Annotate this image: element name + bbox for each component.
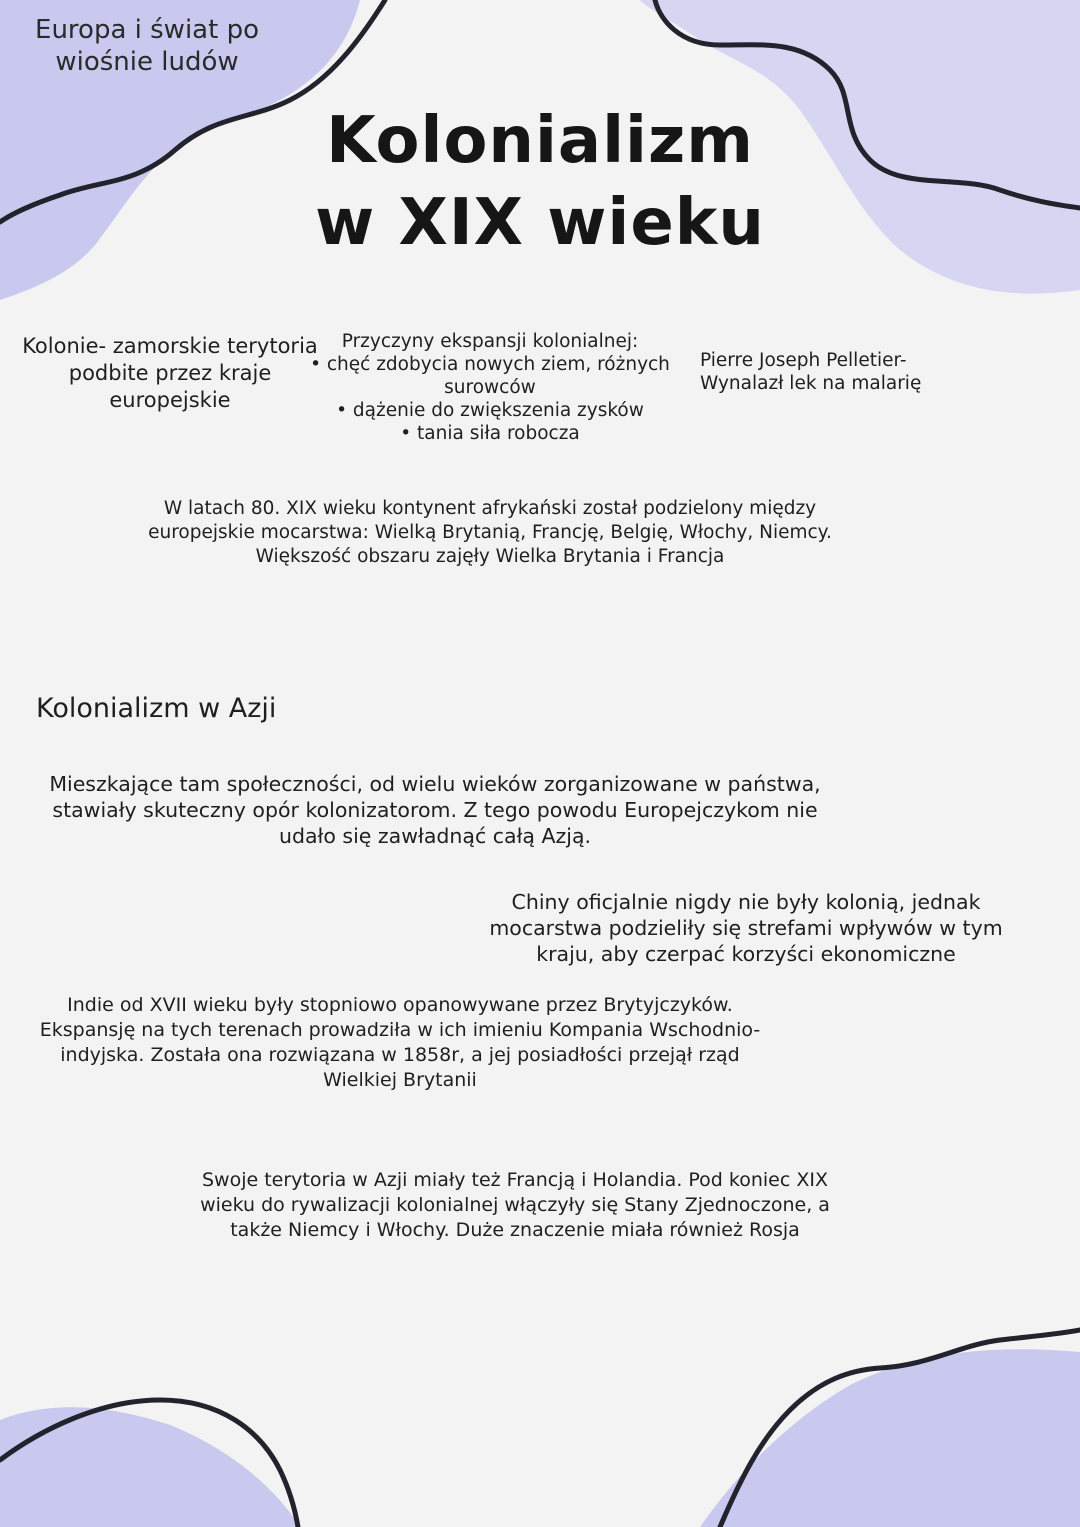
bottom-left-blob: [0, 1407, 300, 1527]
causes-list: [304, 353, 676, 445]
section-label: Europa i świat po wiośnie ludów: [35, 15, 259, 77]
india-paragraph: Indie od XVII wieku były stopniowo opanowywane przez Brytyjczyków. Ekspansję na tych terenach prowadziła w ich imieniu Kompania Wschodnio-indyjska. Została ona rozwiązana w 1858r, a jej posiadłości przejął rząd Wielkiej Brytanii: [39, 994, 761, 1091]
expansion-causes: [304, 330, 676, 445]
asia-heading: Kolonializm w Azji: [36, 693, 277, 724]
other-powers-paragraph: Swoje terytoria w Azji miały też Francją i Holandia. Pod koniec XIX wieku do rywalizacji kolonialnej włączyły się Stany Zjednoczone, a także Niemcy i Włochy. Duże znaczenie miała również Rosja: [200, 1169, 830, 1241]
china-paragraph: Chiny oficjalnie nigdy nie były kolonią, jednak mocarstwa podzieliły się strefami wpływów w tym kraju, aby czerpać korzyści ekonomiczne: [489, 890, 1003, 966]
asia-resistance-paragraph: Mieszkające tam społeczności, od wielu wieków zorganizowane w państwa, stawiały skuteczny opór kolonizatorom. Z tego powodu Europejczykom nie udało się zawładnąć całą Azją.: [49, 772, 821, 848]
page-title: [280, 100, 800, 264]
cause-item: • tania siła robocza: [304, 422, 676, 445]
colony-definition: Kolonie- zamorskie terytoria podbite przez kraje europejskie: [22, 334, 318, 412]
bottom-right-blob: [700, 1349, 1080, 1527]
causes-heading: Przyczyny ekspansji kolonialnej:: [341, 331, 639, 352]
title-line-1: Kolonializm: [326, 104, 754, 178]
cause-item: • dążenie do zwiększenia zysków: [304, 399, 676, 422]
pelletier-note: [700, 349, 990, 395]
cause-item: • chęć zdobycia nowych ziem, różnych surowców: [304, 353, 676, 399]
pelletier-invention: Wynalazł lek na malarię: [700, 373, 922, 394]
title-line-2: w XIX wieku: [315, 186, 765, 260]
africa-paragraph: W latach 80. XIX wieku kontynent afrykański został podzielony między europejskie mocarstwa: Wielką Brytanią, Francję, Belgię, Włochy, Niemcy. Większość obszaru zajęły Wielka Brytania i Francja: [148, 498, 832, 567]
pelletier-name: Pierre Joseph Pelletier-: [700, 350, 907, 371]
